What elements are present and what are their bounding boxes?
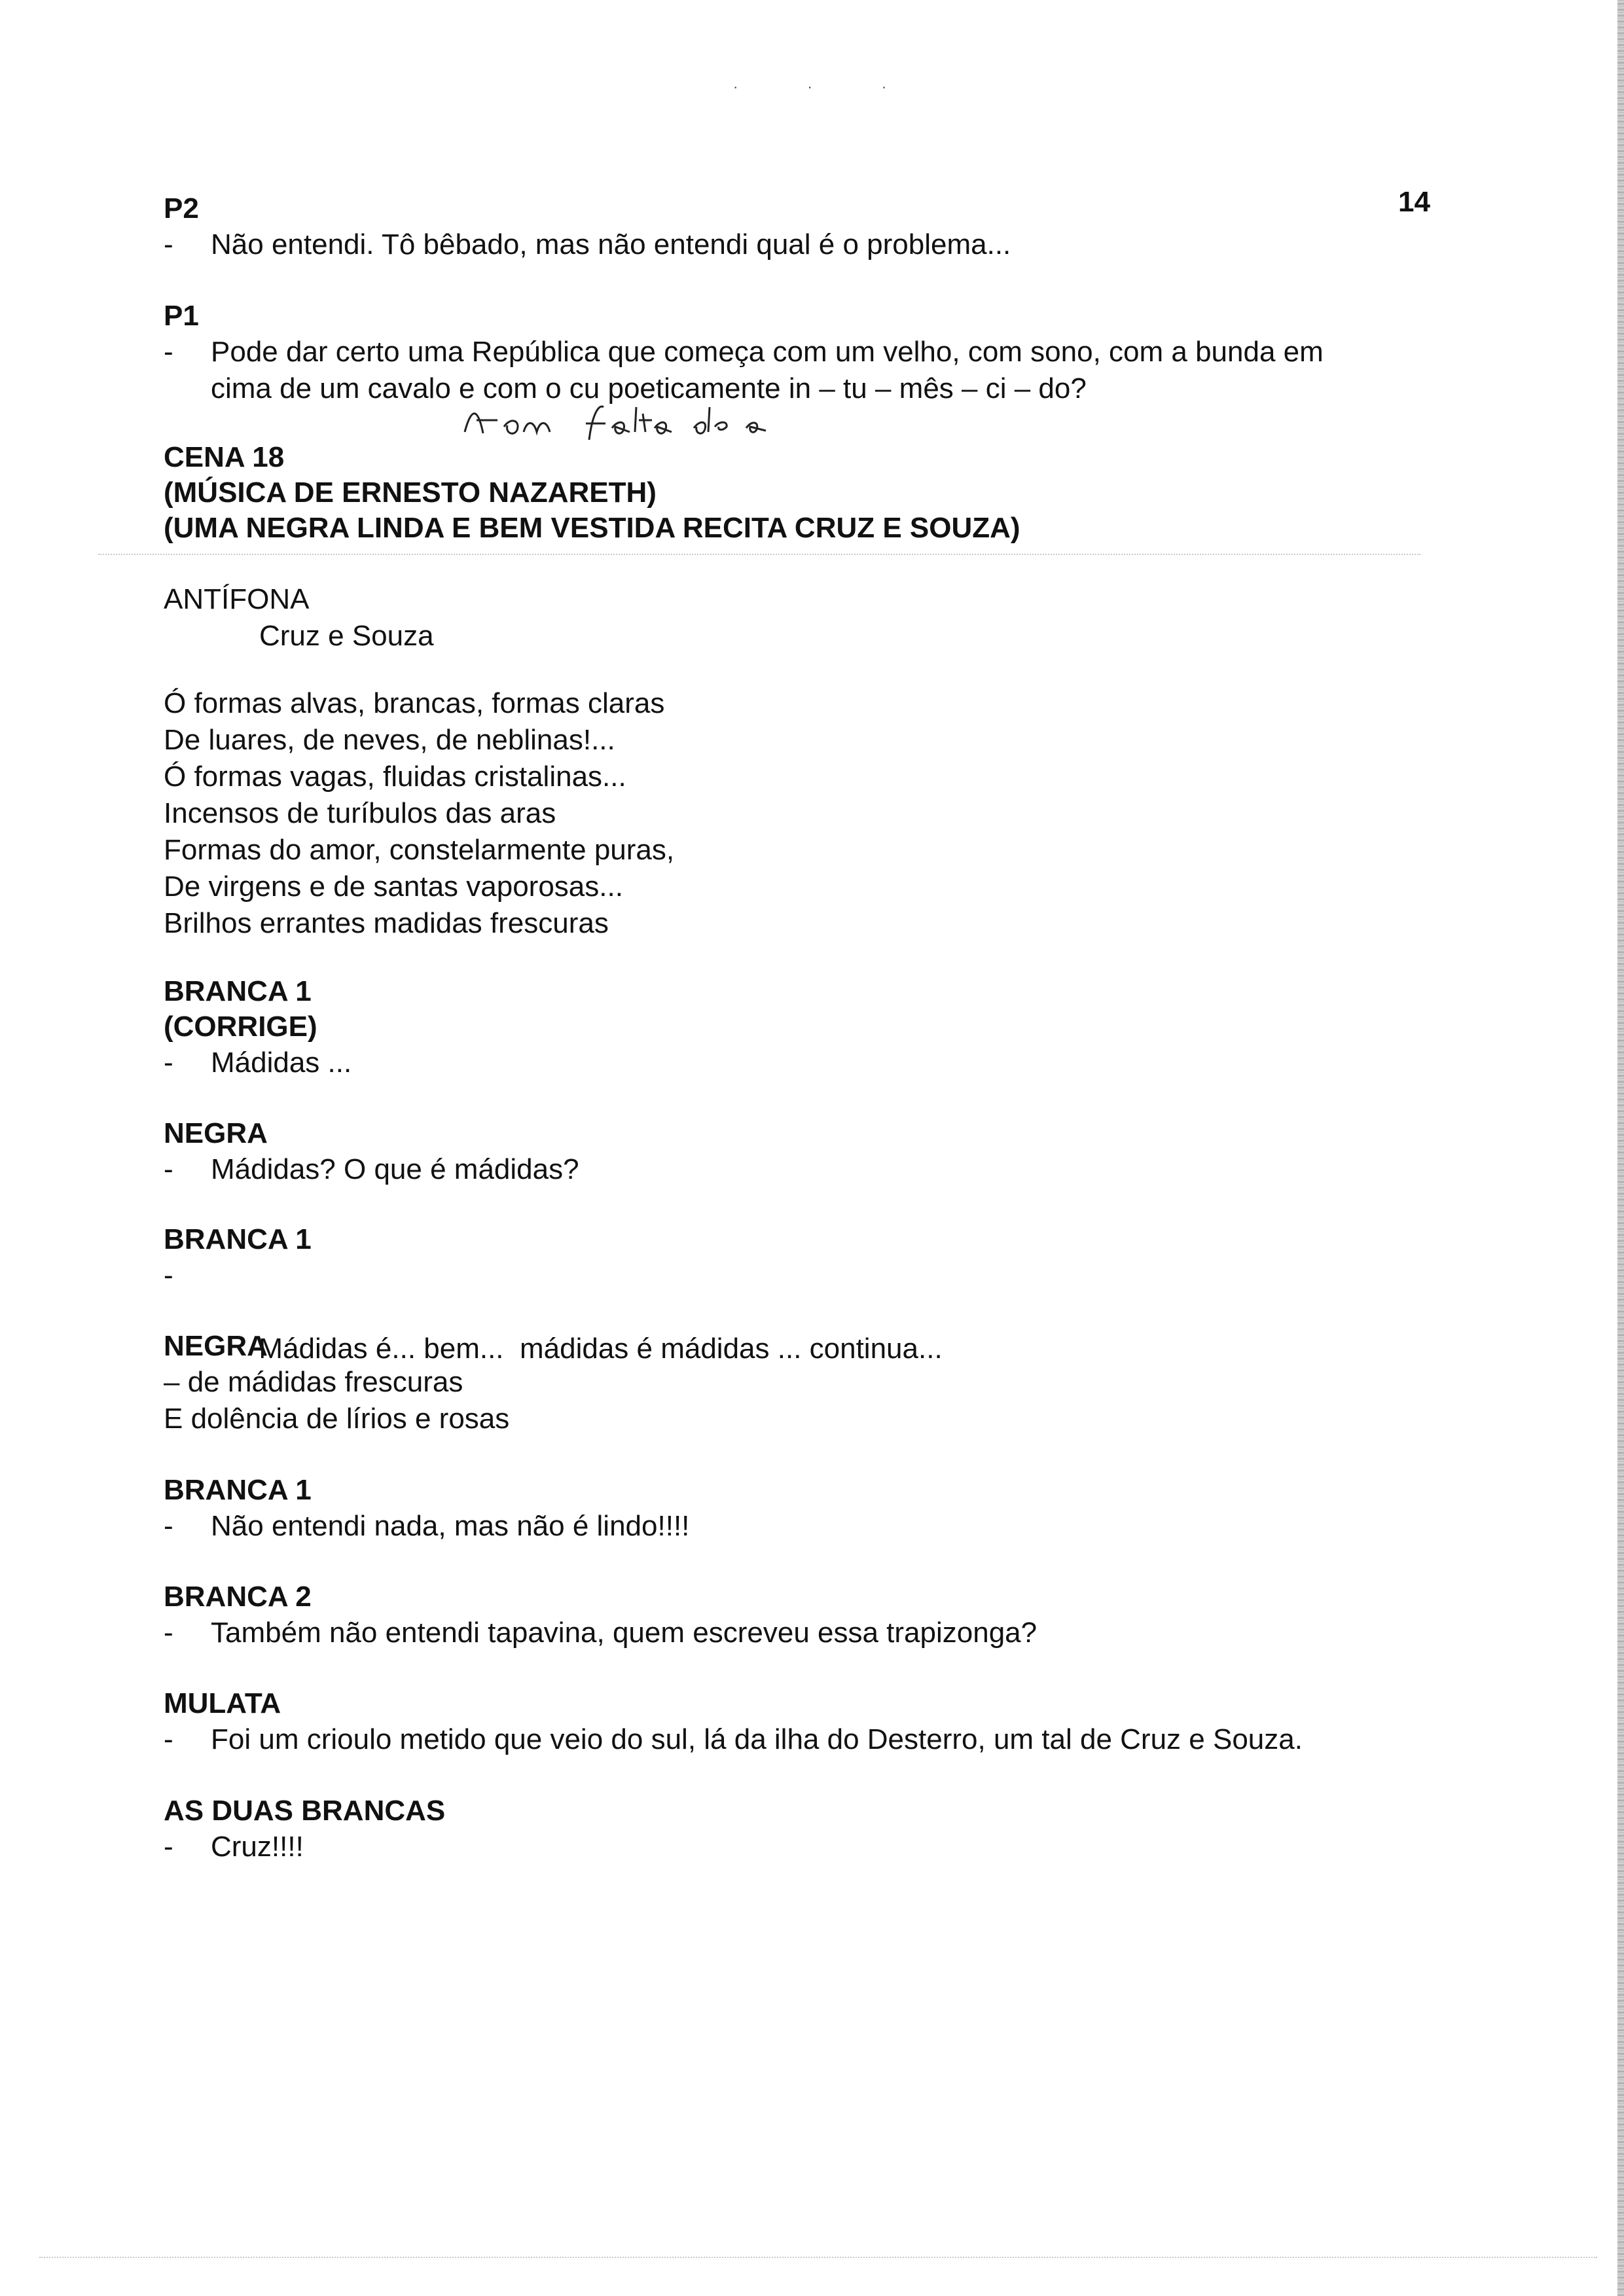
speaker-branca-1: BRANCA 1 [164,975,312,1007]
stage-direction: (CORRIGE) [164,1011,317,1043]
p2-block [164,191,1011,263]
poem-line: De virgens e de santas vaporosas... [164,870,623,903]
dash: - [164,1510,173,1542]
scene-title: CENA 18 [164,441,285,473]
dialogue-block [164,974,352,1081]
poem-line: Incensos de turíbulos das aras [164,797,556,829]
scan-artifact-line [39,2257,1597,2258]
speaker-p2: P2 [164,192,199,224]
dash: - [164,1047,173,1079]
speaker-negra: NEGRA [164,1330,268,1362]
speaker-branca-2: BRANCA 2 [164,1581,312,1613]
dialogue-line [164,1829,445,1865]
dialogue-line [164,1151,579,1188]
speaker-as-duas-brancas: AS DUAS BRANCAS [164,1795,446,1827]
dialogue-text: Mádidas é... bem... mádidas é mádidas ... continua... [259,1333,943,1365]
poem-line: Ó formas alvas, brancas, formas claras [164,687,665,719]
poem-line: Ó formas vagas, fluidas cristalinas... [164,761,626,793]
speaker-p1: P1 [164,300,199,332]
poem-author: Cruz e Souza [259,620,434,652]
scene-header [164,440,1020,546]
dialogue-text: Mádidas ... [211,1047,352,1079]
speaker-branca-1: BRANCA 1 [164,1474,312,1506]
dialogue-line [164,1508,689,1545]
dialogue-text: – de mádidas frescuras [164,1366,463,1398]
poem-line: Brilhos errantes madidas frescuras [164,907,609,939]
dialogue-line [164,1045,352,1081]
dialogue-line [164,1721,1303,1758]
dash: - [164,1617,173,1649]
p1-block [164,298,1324,407]
scan-marks: · · · [733,79,920,95]
dialogue-block [164,1116,579,1188]
poem-title: ANTÍFONA [164,583,310,615]
poem-stanza [164,685,674,942]
dialogue-text: Também não entendi tapavina, quem escreveu essa trapizonga? [211,1617,1038,1649]
scene-direction: (UMA NEGRA LINDA E BEM VESTIDA RECITA CRUZ E SOUZA) [164,512,1020,544]
speaker-negra: NEGRA [164,1117,268,1149]
dialogue-text: Não entendi. Tô bêbado, mas não entendi qual é o problema... [211,228,1011,260]
speaker-branca-1: BRANCA 1 [164,1223,312,1255]
dialogue-block [164,1473,689,1545]
dash: - [164,1259,173,1291]
scene-music: (MÚSICA DE ERNESTO NAZARETH) [164,476,657,509]
poem-line: Formas do amor, constelarmente puras, [164,834,675,866]
page-number: 14 [1398,186,1430,218]
speaker-mulata: MULATA [164,1687,281,1719]
dash: - [164,336,173,368]
dialogue-text: Cruz!!!! [211,1831,304,1863]
dialogue-line [164,226,1011,263]
scan-artifact-line [98,554,1420,555]
dialogue-block [164,1579,1037,1651]
dialogue-block [164,1686,1303,1758]
dialogue-text: Não entendi nada, mas não é lindo!!!! [211,1510,690,1542]
dash: - [164,1723,173,1755]
dash: - [164,1831,173,1863]
dialogue-text: Mádidas? O que é mádidas? [211,1153,579,1185]
dialogue-block [164,1793,445,1865]
dialogue-text: Pode dar certo uma República que começa com um velho, com sono, com a bunda em [211,336,1324,368]
poem-block [164,581,434,655]
dialogue-text: Foi um crioulo metido que veio do sul, lá da ilha do Desterro, um tal de Cruz e Souza. [211,1723,1303,1755]
dialogue-text: cima de um cavalo e com o cu poeticamente in – tu – mês – ci – do? [211,372,1087,404]
dash: - [164,228,173,260]
poem-line: De luares, de neves, de neblinas!... [164,724,615,756]
dialogue-text: E dolência de lírios e rosas [164,1403,510,1435]
dialogue-block [164,1329,509,1437]
dialogue-line [164,334,1324,370]
dash: - [164,1153,173,1185]
dialogue-line [164,1615,1037,1651]
scan-edge [1617,0,1624,2296]
